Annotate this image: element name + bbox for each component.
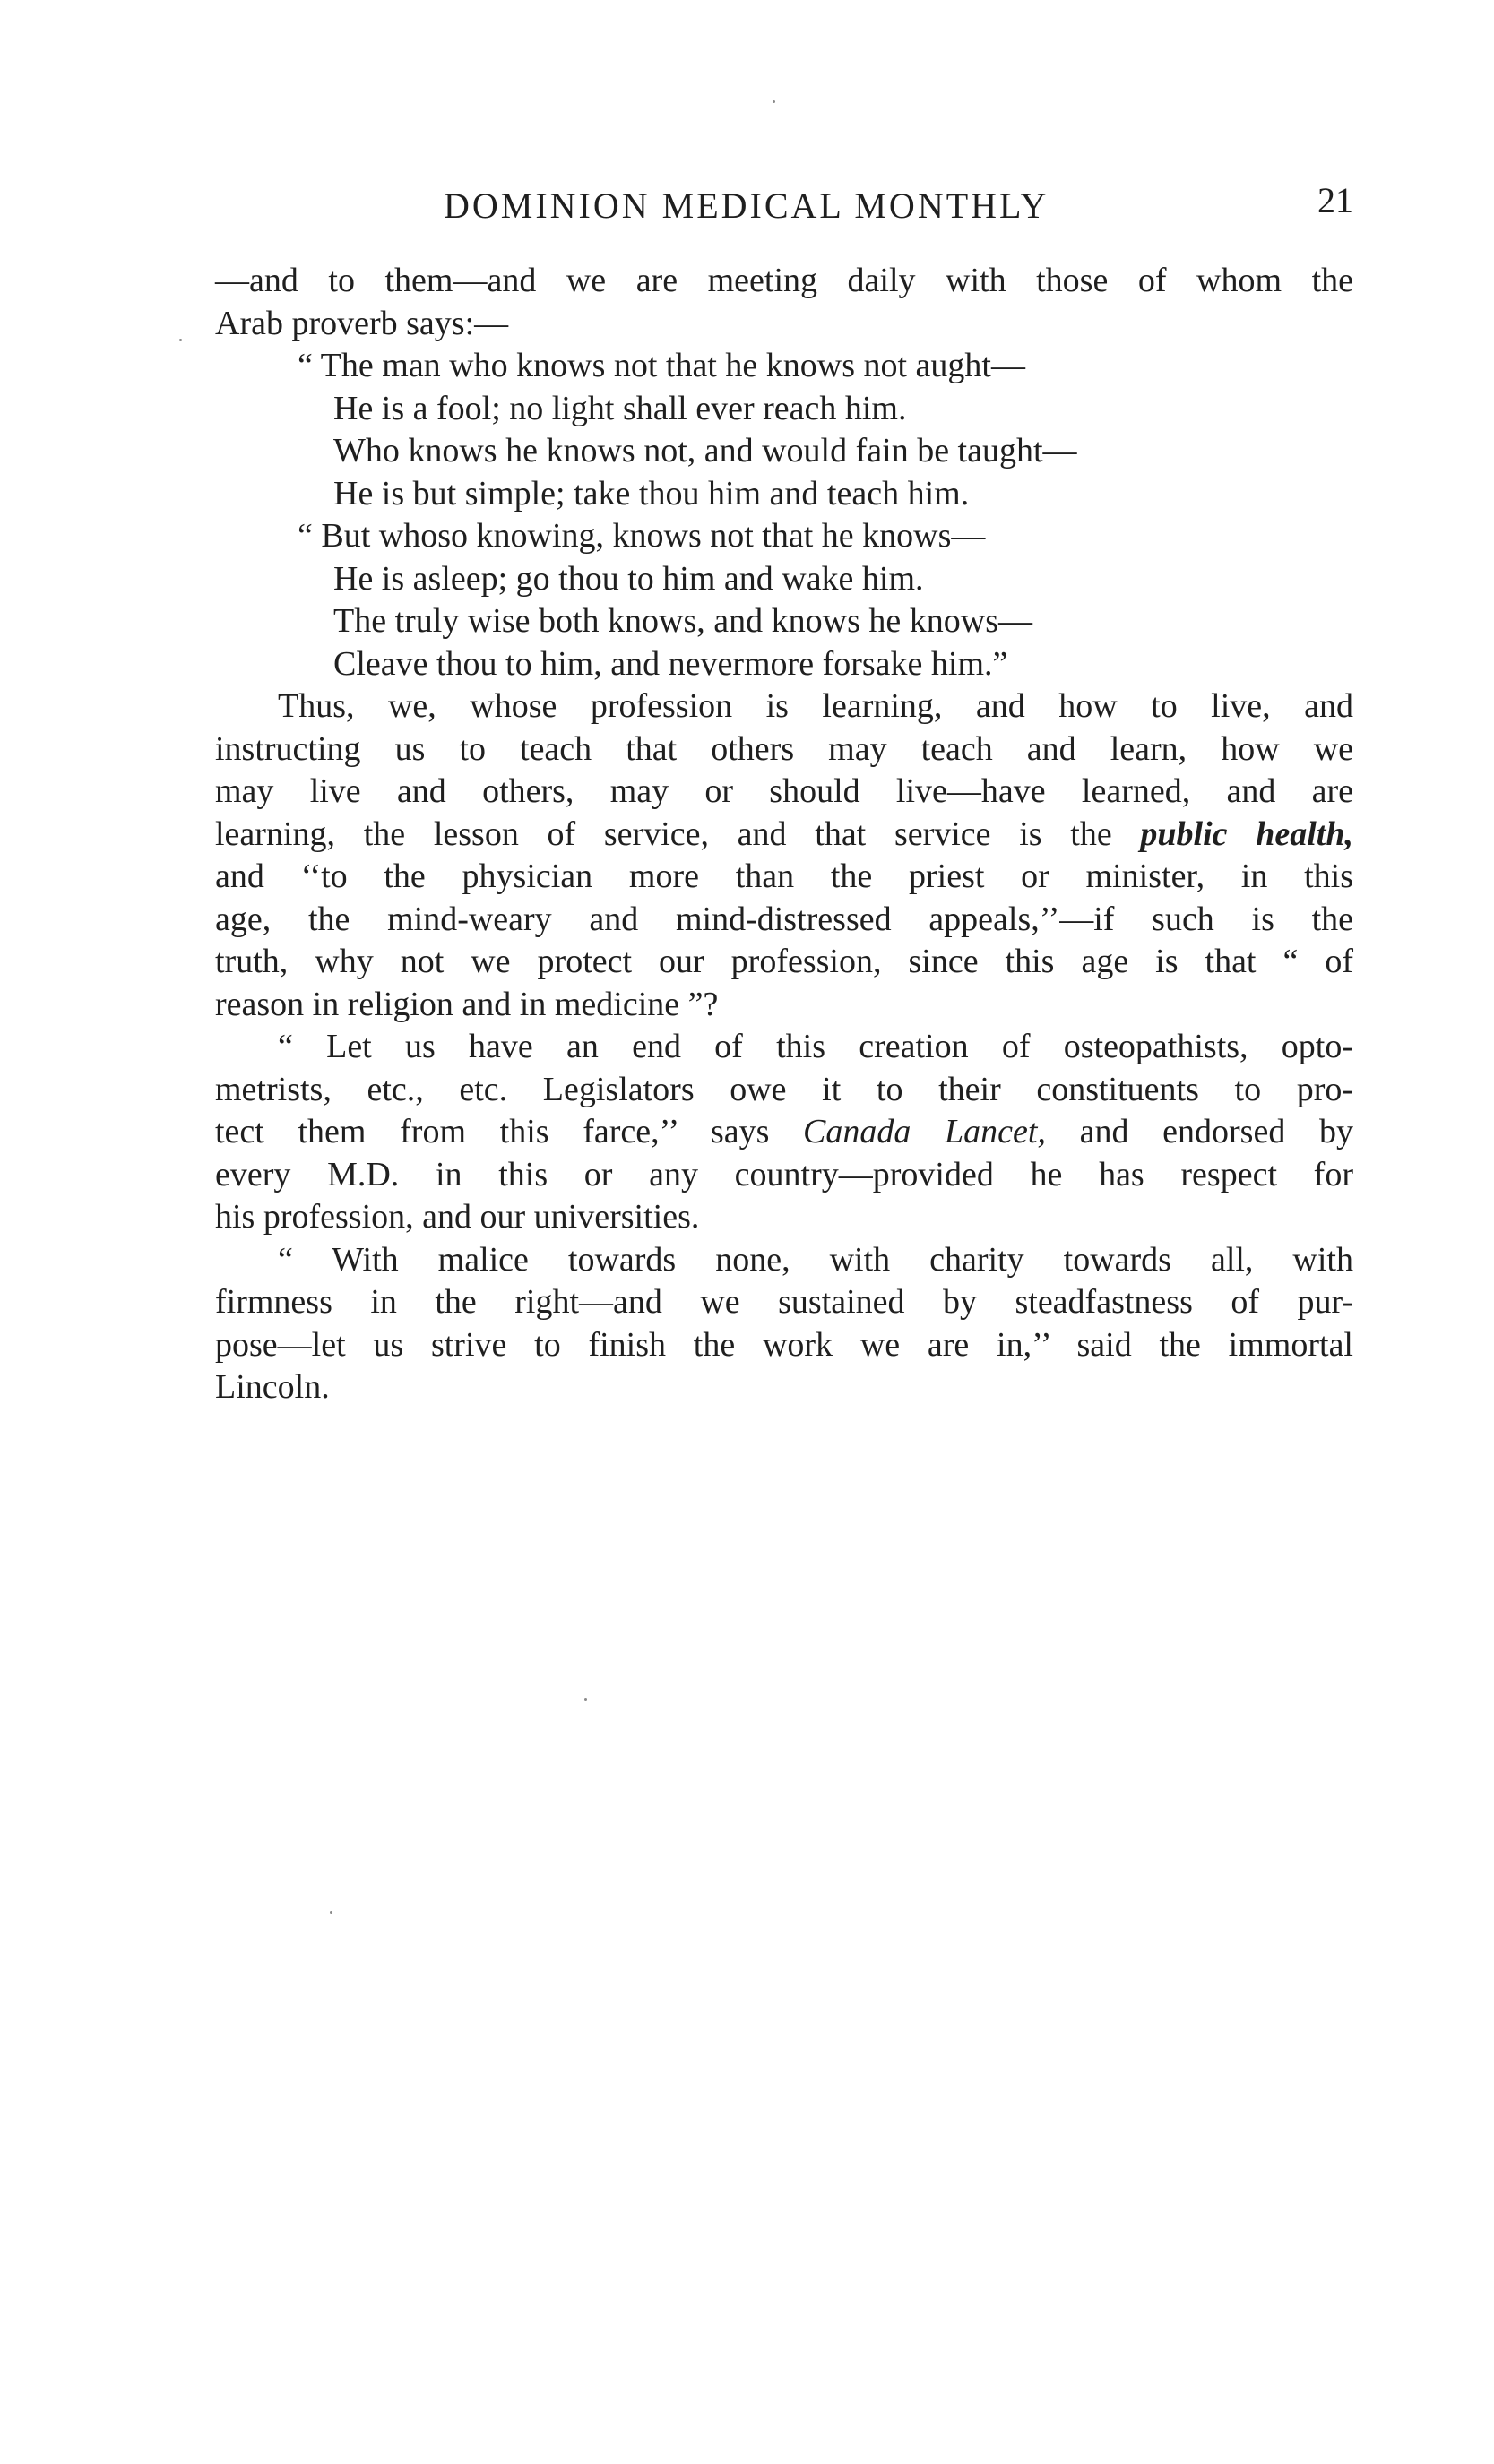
text-line: [215, 814, 1353, 857]
scan-speck: [179, 339, 182, 341]
text-line: Arab proverb says:—: [215, 304, 509, 342]
text-line: Lincoln.: [215, 1368, 330, 1406]
arab-proverb-verse: [215, 345, 1353, 685]
text-line: pose—let us strive to finish the work we are in,’’ said the immortal: [215, 1325, 1353, 1364]
emphasis-canada-lancet: Canada Lancet,: [803, 1113, 1046, 1150]
running-title: DOMINION MEDICAL MONTHLY: [444, 185, 1049, 226]
text-line: firmness in the right—and we sustained by steadfastness of pur-: [215, 1283, 1353, 1321]
text-line: may live and others, may or should live—have learned, and are: [215, 772, 1353, 810]
verse-line: The truly wise both knows, and knows he knows—: [333, 602, 1032, 640]
paragraph-lincoln: [215, 1239, 1353, 1409]
verse-line: “ But whoso knowing, knows not that he knows—: [298, 517, 986, 555]
text-line: “ With malice towards none, with charity towards all, with: [278, 1240, 1353, 1279]
text-line: “ Let us have an end of this creation of osteopathists, opto-: [278, 1028, 1353, 1065]
scan-speck: [773, 100, 775, 103]
text-line: instructing us to teach that others may teach and learn, how we: [215, 729, 1353, 768]
verse-line: Who knows he knows not, and would fain be taught—: [333, 432, 1077, 470]
text-line: reason in religion and in medicine ”?: [215, 985, 719, 1023]
text-segment: and endorsed by: [1079, 1113, 1353, 1150]
verse-line: “ The man who knows not that he knows not aught—: [298, 347, 1025, 384]
paragraph-profession: [215, 685, 1353, 1026]
scan-speck: [584, 1698, 587, 1701]
emphasis-public-health: public health,: [1140, 814, 1353, 853]
text-line: and ‘‘to the physician more than the priest or minister, in this: [215, 857, 1353, 895]
text-line: metrists, etc., etc. Legislators owe it to their constituents to pro-: [215, 1070, 1353, 1108]
verse-line: He is asleep; go thou to him and wake him.: [333, 559, 924, 598]
text-line: his profession, and our universities.: [215, 1198, 700, 1236]
text-line: every M.D. in this or any country—provided he has respect for: [215, 1155, 1353, 1193]
page-number: 21: [1317, 180, 1353, 220]
text-segment: learning, the lesson of service, and that service is the: [215, 814, 1112, 853]
verse-line: Cleave thou to him, and nevermore forsake him.”: [333, 644, 1008, 683]
text-line: age, the mind-weary and mind-distressed appeals,’’—if such is the: [215, 900, 1353, 938]
verse-line: He is a fool; no light shall ever reach him.: [333, 389, 907, 427]
text-line: —and to them—and we are meeting daily with those of whom the: [215, 262, 1353, 299]
running-head: [215, 180, 1353, 238]
text-line: truth, why not we protect our profession, since this age is that “ of: [215, 943, 1353, 980]
body-text: [215, 260, 1353, 1409]
text-segment: tect them from this farce,’’ says: [215, 1113, 770, 1150]
text-line: [215, 1111, 1353, 1154]
scan-speck: [330, 1911, 332, 1914]
paragraph-legislators: [215, 1026, 1353, 1239]
verse-line: He is but simple; take thou him and teach him.: [333, 474, 970, 513]
text-line: Thus, we, whose profession is learning, and how to live, and: [278, 687, 1353, 725]
